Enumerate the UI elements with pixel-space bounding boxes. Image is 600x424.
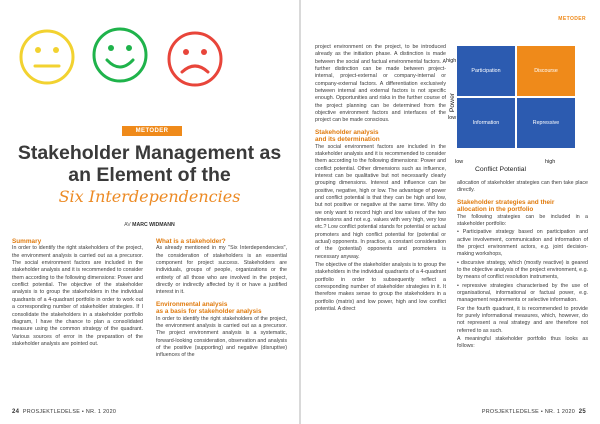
strategy-bullet-3: • repressive strategies characterised by the use of organisational, informational or factual power, e.g. management requirements or selective information. bbox=[457, 282, 588, 304]
happy-face-icon bbox=[94, 29, 146, 81]
title-line-1: Stakeholder Management as bbox=[17, 142, 282, 164]
what-heading: What is a stakeholder? bbox=[156, 238, 226, 245]
section-tag-right: METODER bbox=[558, 16, 586, 22]
fourth-quadrant-text: For the fourth quadrant, it is recommended to provide for purely informational measures, which, however, do not represent a real strategy and are therefore not referred to as such. bbox=[457, 305, 588, 334]
article-title bbox=[0, 142, 299, 186]
analysis-heading-2: and its determination bbox=[315, 136, 380, 144]
title-line-2: an Element of the bbox=[68, 164, 231, 186]
allocation-text: allocation of stakeholder strategies can then take place directly. bbox=[457, 180, 588, 194]
author-name: MARC WIDMANN bbox=[132, 222, 175, 228]
y-low-label: low bbox=[448, 115, 457, 121]
x-high-label: high bbox=[545, 159, 556, 165]
summary-heading: Summary bbox=[12, 238, 42, 245]
env-text: In order to identify the right stakeholders of the project, the environment analysis is carried out as a precursor. The project environment analysis is a systematic, forward-looking consideration, observation and analysis of the positive (supporting) and negative (disruptive) influences of the bbox=[156, 315, 287, 359]
right-footer bbox=[482, 409, 586, 415]
stakeholder-portfolio-matrix bbox=[446, 45, 571, 155]
cell-participation: Participation bbox=[457, 46, 515, 96]
left-footer bbox=[12, 409, 116, 415]
env-heading-1: Environmental analysis bbox=[156, 300, 228, 308]
portfolio-text: A meaningful stakeholder portfolio thus looks as follows: bbox=[457, 336, 588, 350]
author-byline bbox=[0, 222, 299, 228]
analysis-text-2: The objective of the stakeholder analysis is to group the stakeholders in the individual quadrants of a 4-quadrant portfolio in order to subsequently reflect a corresponding number of stakeholder strategies in it. It therefore makes sense to group the stakeholders in a portfolio (matrix) and low power, high and low conflict potential. A direct bbox=[315, 262, 446, 313]
y-axis-label: Power bbox=[449, 92, 457, 113]
section-tag: METODER bbox=[122, 126, 182, 136]
x-low-label: low bbox=[455, 159, 464, 165]
strategies-heading-2: allocation in the portfolio bbox=[457, 206, 534, 214]
author-prefix: AV bbox=[124, 222, 133, 228]
env-heading-2: as a basis for stakeholder analysis bbox=[156, 308, 262, 316]
right-column-2 bbox=[457, 180, 588, 352]
cell-repressive: Repressive bbox=[517, 98, 575, 148]
strategies-intro: The following strategies can be included in a stakeholder portfolio: bbox=[457, 213, 588, 227]
what-column bbox=[156, 238, 287, 361]
article-subtitle: Six Interdependencies bbox=[58, 187, 241, 206]
strategy-bullet-1: • Participative strategy based on participation and active involvement, communication and information of the project environment actors, e.g. joint decision-making workshops, bbox=[457, 229, 588, 258]
cell-discourse: Discourse bbox=[517, 46, 575, 96]
neutral-face-icon bbox=[21, 31, 73, 83]
left-page-number: 24 bbox=[12, 409, 20, 415]
right-column-1 bbox=[315, 44, 446, 315]
summary-column bbox=[12, 238, 143, 349]
strategy-bullet-2: • discursive strategy, which (mostly reactive) is geared to the objective analysis of the project environment, e.g. by means of conflict resolution instruments, bbox=[457, 259, 588, 281]
right-magazine-name: PROSJEKTLEDELSE • NR. 1 2020 bbox=[481, 409, 576, 415]
right-page bbox=[301, 0, 600, 424]
analysis-text-1: The social environment factors are included in the stakeholder analysis and it is recommended to consider them according to the following dimensions: Power and conflict potential. Other dimensions such as influence, interest can be qualitative but not necessarily clearly grouping dimensions. Interest and influence can be positive, negative, high or low. The advantage of power and conflict potential is that they can be high and low, but not positive or negative at the same time. Why do we only want to record high and low values of the two dimensions and not e.g. values with very high, very low etc.? Low conflict potential stands for potential or actual promoters and high conflict potential for (potential or actual) opponents. In practice, a constant consideration of the (potential) opponents and promoters is necessary anyway. bbox=[315, 143, 446, 260]
intro-text: project environment on the project, to be introduced already as the initiation phase. A distinction is made between the social and factual environmental factors. A further distinction can be made between project-internal, project-external or company-internal or company-external factors. A differentiation exclusively between internal and external factors is not specific enough. Opportunities and risks in the further course of the project planning can be determined from the objective environment factors and interfaces of the project can be made conscious. bbox=[315, 44, 446, 124]
right-page-number: 25 bbox=[578, 409, 586, 415]
x-axis-label: Conflict Potential bbox=[475, 166, 527, 173]
what-text: As already mentioned in my "Six Interdependencies", the consideration of stakeholders is an essential component for project success. Stakeholders are individuals, groups of people, organizations or the entirety of all those who are involved in the project, directly or indirectly affected by it or have a justified interest in it. bbox=[156, 245, 287, 296]
cell-information: Information bbox=[457, 98, 515, 148]
summary-text: In order to identify the right stakeholders of the project, the environment analysis is carried out as a precursor. The social environment factors are included in the stakeholder analysis and it is recommended to consider them according to the following dimensions: Power and conflict potential. The objective of the stakeholder analysis is to group the stakeholders in the individual quadrants of a 4-quadrant portfolio in order to work out a corresponding number of stakeholder strategies. If I consolidate the stakeholders in a stakeholder portfolio diagram, I have the chance to plan a consolidated measure using the common strategy of the quadrant. Various sources of error in the preparation of the stakeholder analysis are pointed out. bbox=[12, 245, 143, 347]
smiley-faces-illustration bbox=[15, 26, 230, 88]
strategies-heading-1: Stakeholder strategies and their bbox=[457, 198, 555, 206]
analysis-heading-1: Stakeholder analysis bbox=[315, 128, 379, 136]
sad-face-icon bbox=[169, 33, 221, 85]
left-page bbox=[0, 0, 299, 424]
left-magazine-name: PROSJEKTLEDELSE • NR. 1 2020 bbox=[22, 409, 117, 415]
y-high-label: high bbox=[446, 58, 457, 64]
